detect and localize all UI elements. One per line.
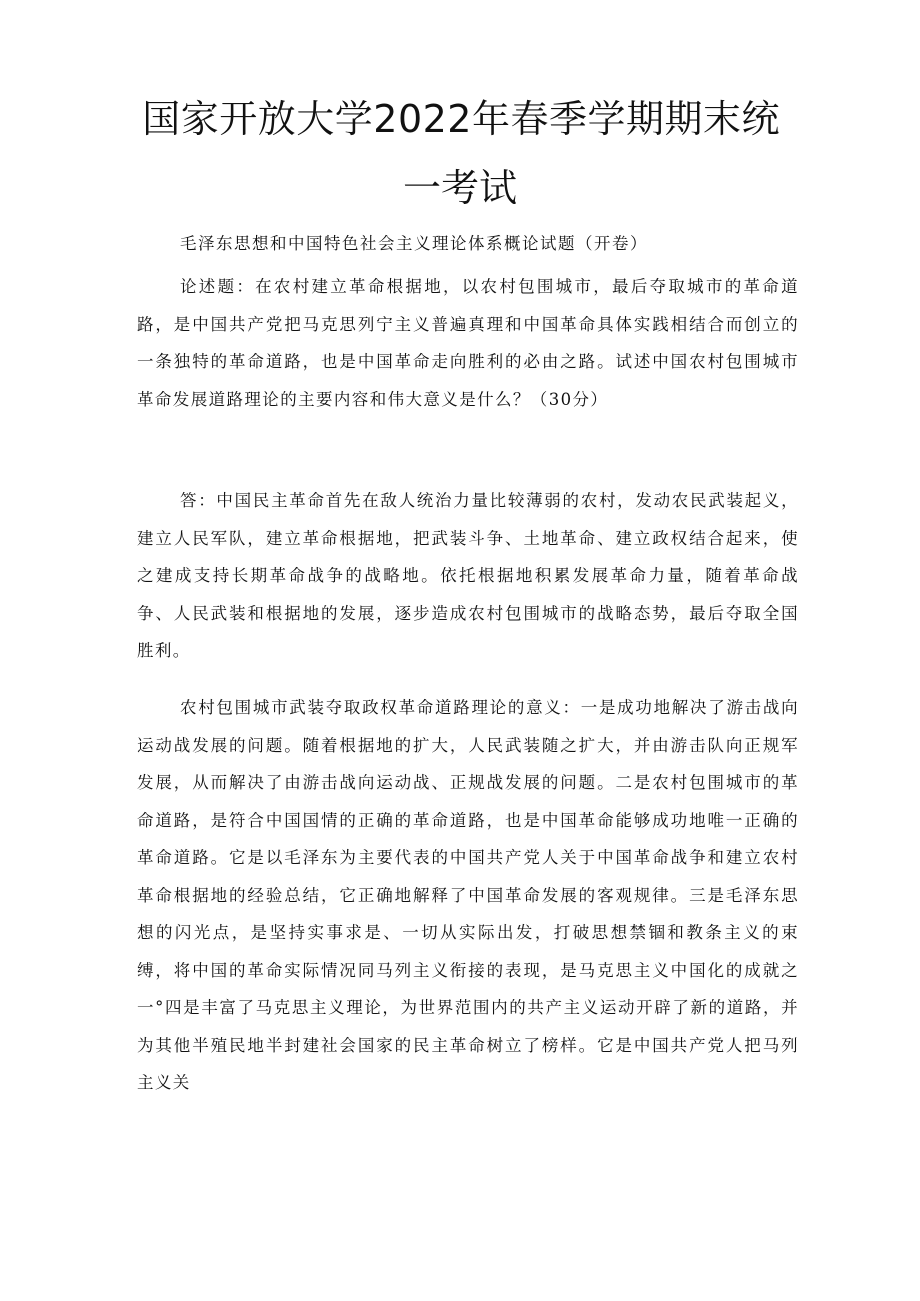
document-title-line1: 国家开放大学2022年春季学期期末统: [142, 97, 780, 141]
document-title-line2: 一考试: [402, 166, 517, 210]
essay-question: 论述题：在农村建立革命根据地，以农村包围城市，最后夺取城市的革命道路，是中国共产党把马克思列宁主义普遍真理和中国革命具体实践相结合而创立的一条独特的革命道路，也是中国革命走向胜利的必由之路。试述中国农村包围城市革命发展道路理论的主要内容和伟大意义是什么？（30分）: [137, 277, 799, 409]
exam-subtitle: 毛泽东思想和中国特色社会主义理论体系概论试题（开卷）: [180, 234, 648, 253]
significance-paragraph: 农村包围城市武装夺取政权革命道路理论的意义：一是成功地解决了游击战向运动战发展的问题。随着根据地的扩大，人民武装随之扩大，并由游击队向正规军发展，从而解决了由游击战向运动战、正规战发展的问题。二是农村包围城市的革命道路，是符合中国国情的正确的革命道路，也是中国革命能够成功地唯一正确的革命道路。它是以毛泽东为主要代表的中国共产党人关于中国革命战争和建立农村革命根据地的经验总结，它正确地解释了中国革命发展的客观规律。三是毛泽东思想的闪光点，是坚持实事求是、一切从实际出发，打破思想禁锢和教条主义的束缚，将中国的革命实际情况同马列主义衔接的表现，是马克思主义中国化的成就之一°四是丰富了马克思主义理论，为世界范围内的共产主义运动开辟了新的道路，并为其他半殖民地半封建社会国家的民主革命树立了榜样。它是中国共产党人把马列主义关: [137, 698, 799, 1092]
answer-paragraph: 答：中国民主革命首先在敌人统治力量比较薄弱的农村，发动农民武装起义，建立人民军队，建立革命根据地，把武装斗争、土地革命、建立政权结合起来，使之建成支持长期革命战争的战略地。依托根据地积累发展革命力量，随着革命战争、人民武装和根据地的发展，逐步造成农村包围城市的战略态势，最后夺取全国胜利。: [137, 491, 799, 660]
